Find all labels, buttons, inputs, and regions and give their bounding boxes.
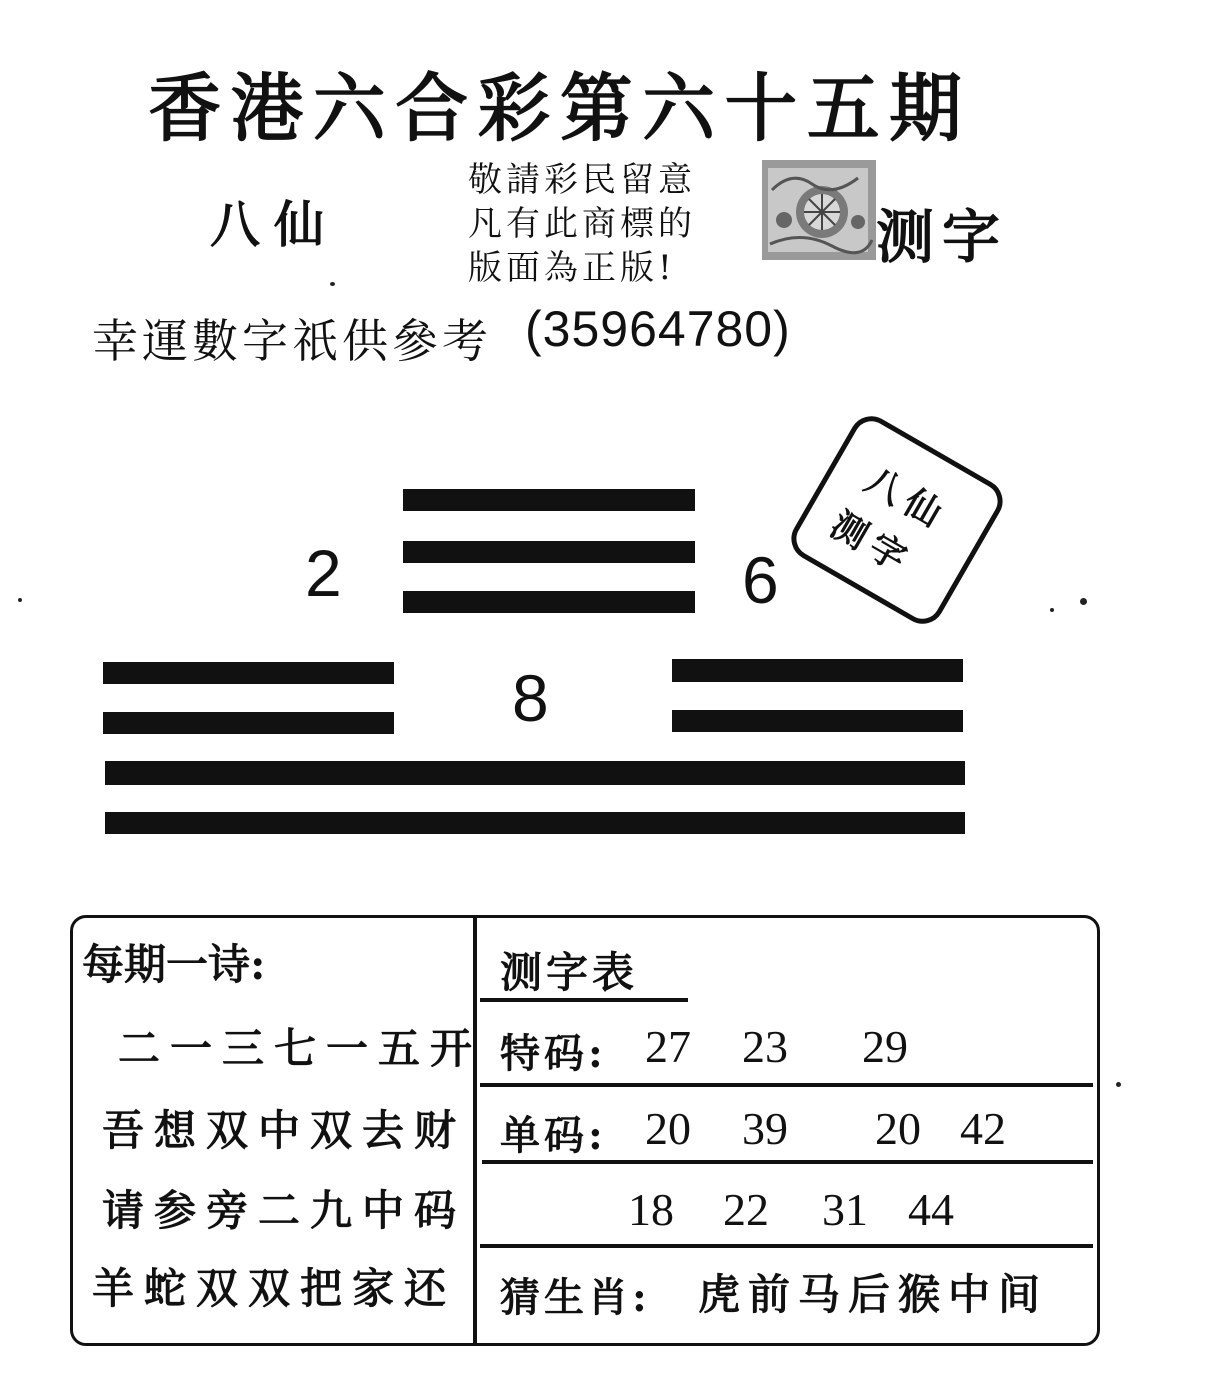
- row-label-single: 单码:: [500, 1112, 607, 1159]
- number-cell: 29: [862, 1021, 908, 1072]
- number-cell: 31: [822, 1184, 868, 1235]
- number-cell: 23: [742, 1021, 788, 1072]
- lucky-number: (35964780): [525, 301, 791, 357]
- poem-line: 请参旁二九中码: [102, 1186, 467, 1235]
- number-cell: 42: [960, 1103, 1006, 1154]
- poem-line: 二一三七一五开: [118, 1024, 483, 1073]
- trigram-upper-line: [403, 591, 695, 613]
- scan-speck: [1050, 608, 1054, 612]
- trigram-number-center: 8: [512, 661, 549, 735]
- scan-speck: [330, 282, 335, 286]
- poem-title: 每期一诗:: [82, 940, 266, 989]
- number-cell: 18: [628, 1184, 674, 1235]
- number-cell: 20: [645, 1103, 691, 1154]
- panel-divider: [473, 915, 477, 1343]
- lucky-number-label: 幸運數字祇供參考: [92, 314, 492, 368]
- number-cell: 20: [875, 1103, 921, 1154]
- number-cell: 22: [723, 1184, 769, 1235]
- brand-name-left: 八仙: [210, 196, 338, 254]
- number-cell: 39: [742, 1103, 788, 1154]
- brand-stamp: [783, 408, 1010, 632]
- trigram-upper-line: [403, 541, 695, 563]
- number-cell: 44: [908, 1184, 954, 1235]
- trigram-lower-line-full: [105, 812, 965, 834]
- authenticity-notice: [468, 158, 696, 290]
- table-row-divider: [480, 1244, 1093, 1248]
- trigram-lower-line-full: [105, 761, 965, 785]
- trigram-lower-line-right: [672, 710, 963, 732]
- trigram-number-right: 6: [742, 543, 779, 617]
- trigram-number-left: 2: [305, 536, 342, 610]
- trademark-logo: [762, 160, 876, 260]
- trigram-lower-line-left: [103, 712, 394, 734]
- table-row-divider: [482, 1160, 1093, 1164]
- trigram-lower-line-right: [672, 659, 963, 682]
- stamp-text: 八仙: [858, 458, 956, 540]
- zodiac-value: 虎前马后猴中间: [698, 1270, 1049, 1319]
- page-title: 香港六合彩第六十五期: [148, 66, 972, 152]
- scan-speck: [1080, 598, 1087, 605]
- scan-speck: [18, 598, 22, 602]
- poem-line: 吾想双中双去财: [102, 1106, 467, 1155]
- row-label-special: 特码:: [500, 1030, 607, 1077]
- table-title-underline: [480, 998, 688, 1002]
- notice-line: 版面為正版!: [468, 248, 676, 288]
- zodiac-label: 猜生肖:: [500, 1274, 651, 1321]
- trigram-upper-line: [403, 489, 695, 511]
- scan-speck: [1116, 1082, 1121, 1087]
- table-row-divider: [480, 1083, 1093, 1087]
- notice-line: 敬請彩民留意: [468, 160, 696, 200]
- number-cell: 27: [645, 1021, 691, 1072]
- notice-line: 凡有此商標的: [468, 204, 696, 244]
- poem-line: 羊蛇双双把家还: [92, 1264, 457, 1313]
- table-title: 测字表: [500, 948, 639, 997]
- trigram-lower-line-left: [103, 662, 394, 684]
- stamp-text: 测字: [823, 503, 921, 584]
- brand-name-right: 测字: [876, 203, 1009, 271]
